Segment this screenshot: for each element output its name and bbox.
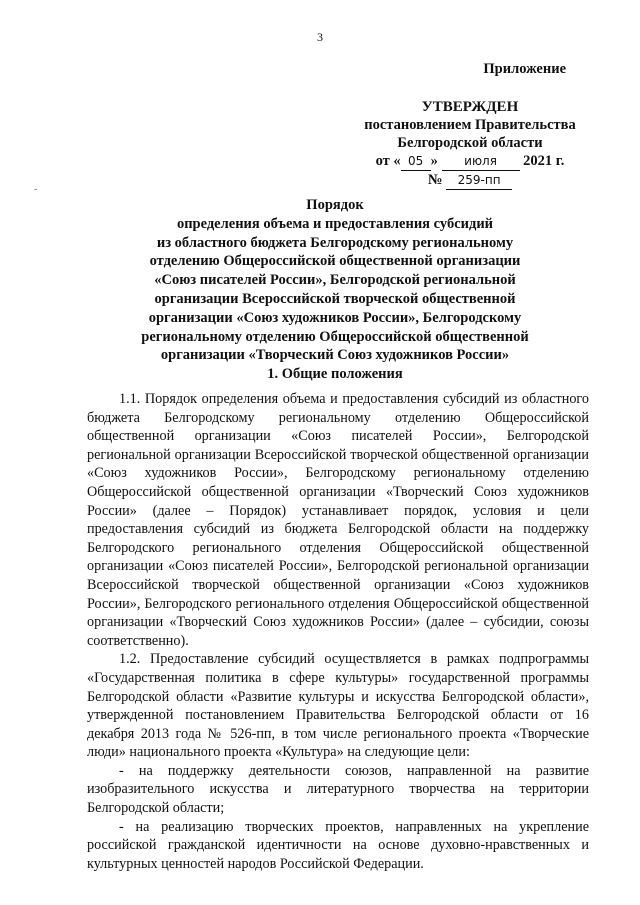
title-line: организации «Творческий Союз художников России» bbox=[160, 347, 510, 364]
approval-block bbox=[340, 60, 600, 190]
document-title bbox=[70, 196, 600, 365]
title-line: организации «Союз художников России», Белгородскому bbox=[148, 309, 522, 326]
title-line: отделению Общероссийской общественной организации bbox=[149, 253, 521, 270]
date-mid: » bbox=[430, 153, 438, 169]
title-heading: Порядок bbox=[306, 197, 364, 213]
section-heading: 1. Общие положения bbox=[267, 366, 403, 382]
approval-date-line bbox=[340, 152, 600, 171]
date-year: 2021 г. bbox=[523, 153, 565, 169]
approved-label: УТВЕРЖДЕН bbox=[421, 99, 519, 115]
title-line: организации Всероссийской творческой общественной bbox=[154, 290, 516, 307]
goal-item-1: - на поддержку деятельности союзов, направленной на развитие изобразительного искусства и литературного творчества на территории Белгородской области; bbox=[87, 762, 589, 817]
section-body bbox=[87, 390, 589, 873]
date-day: 05 bbox=[401, 152, 431, 171]
title-line: региональному отделению Общероссийской общественной bbox=[141, 328, 529, 345]
paragraph-1-2: 1.2. Предоставление субсидий осуществляется в рамках подпрограммы «Государственная политика в сфере культуры» государственной программы Белгородской области «Развитие культуры и искусства Белгородской области», утвержденной постановлением Правительства Белгородской области от 16 декабря 2013 года № 526-пп, в том числе регионального проекта «Творческие люди» национального проекта «Культура» на следующие цели: bbox=[87, 651, 589, 761]
approval-number-line bbox=[340, 171, 600, 190]
goal-item-2: - на реализацию творческих проектов, направленных на укрепление российской гражданской идентичности на основе духовно-нравственных и культурных ценностей народов Российской Федерации. bbox=[87, 818, 589, 872]
title-line: определения объема и предоставления субсидий bbox=[176, 215, 494, 232]
margin-mark: - bbox=[34, 184, 38, 195]
document-number: 259-пп bbox=[446, 171, 512, 190]
date-prefix: от « bbox=[375, 153, 401, 169]
title-line: «Союз писателей России», Белгородской региональной bbox=[154, 272, 516, 289]
date-month: июля bbox=[442, 152, 520, 171]
title-line: из областного бюджета Белгородскому региональному bbox=[156, 234, 514, 251]
approved-by-line: постановлением Правительства bbox=[364, 117, 576, 133]
appendix-label: Приложение bbox=[483, 61, 566, 77]
number-prefix: № bbox=[427, 172, 443, 188]
paragraph-1-1: 1.1. Порядок определения объема и предоставления субсидий из областного бюджета Белгородскому региональному отделению Общероссийской общественной организации «Союз писателей России», Белгородской региональной организации Всероссийской творческой общественной организации «Союз художников России», Белгородскому региональному отделению Общероссийской общественной организации «Творческий Союз художников России» (далее – Порядок) устанавливает порядок, условия и цели предоставления субсидий из бюджета Белгородской области на поддержку Белгородского регионального отделения Общероссийской общественной организации «Союз писателей России», Белгородской региональной организации Всероссийской творческой общественной организации «Союз художников России», Белгородского регионального отделения Общероссийской общественной организации «Творческий Союз художников России» (далее – субсидии, союзы соответственно). bbox=[87, 391, 589, 649]
approved-region-line: Белгородской области bbox=[397, 135, 543, 151]
page-number: 3 bbox=[317, 30, 323, 44]
